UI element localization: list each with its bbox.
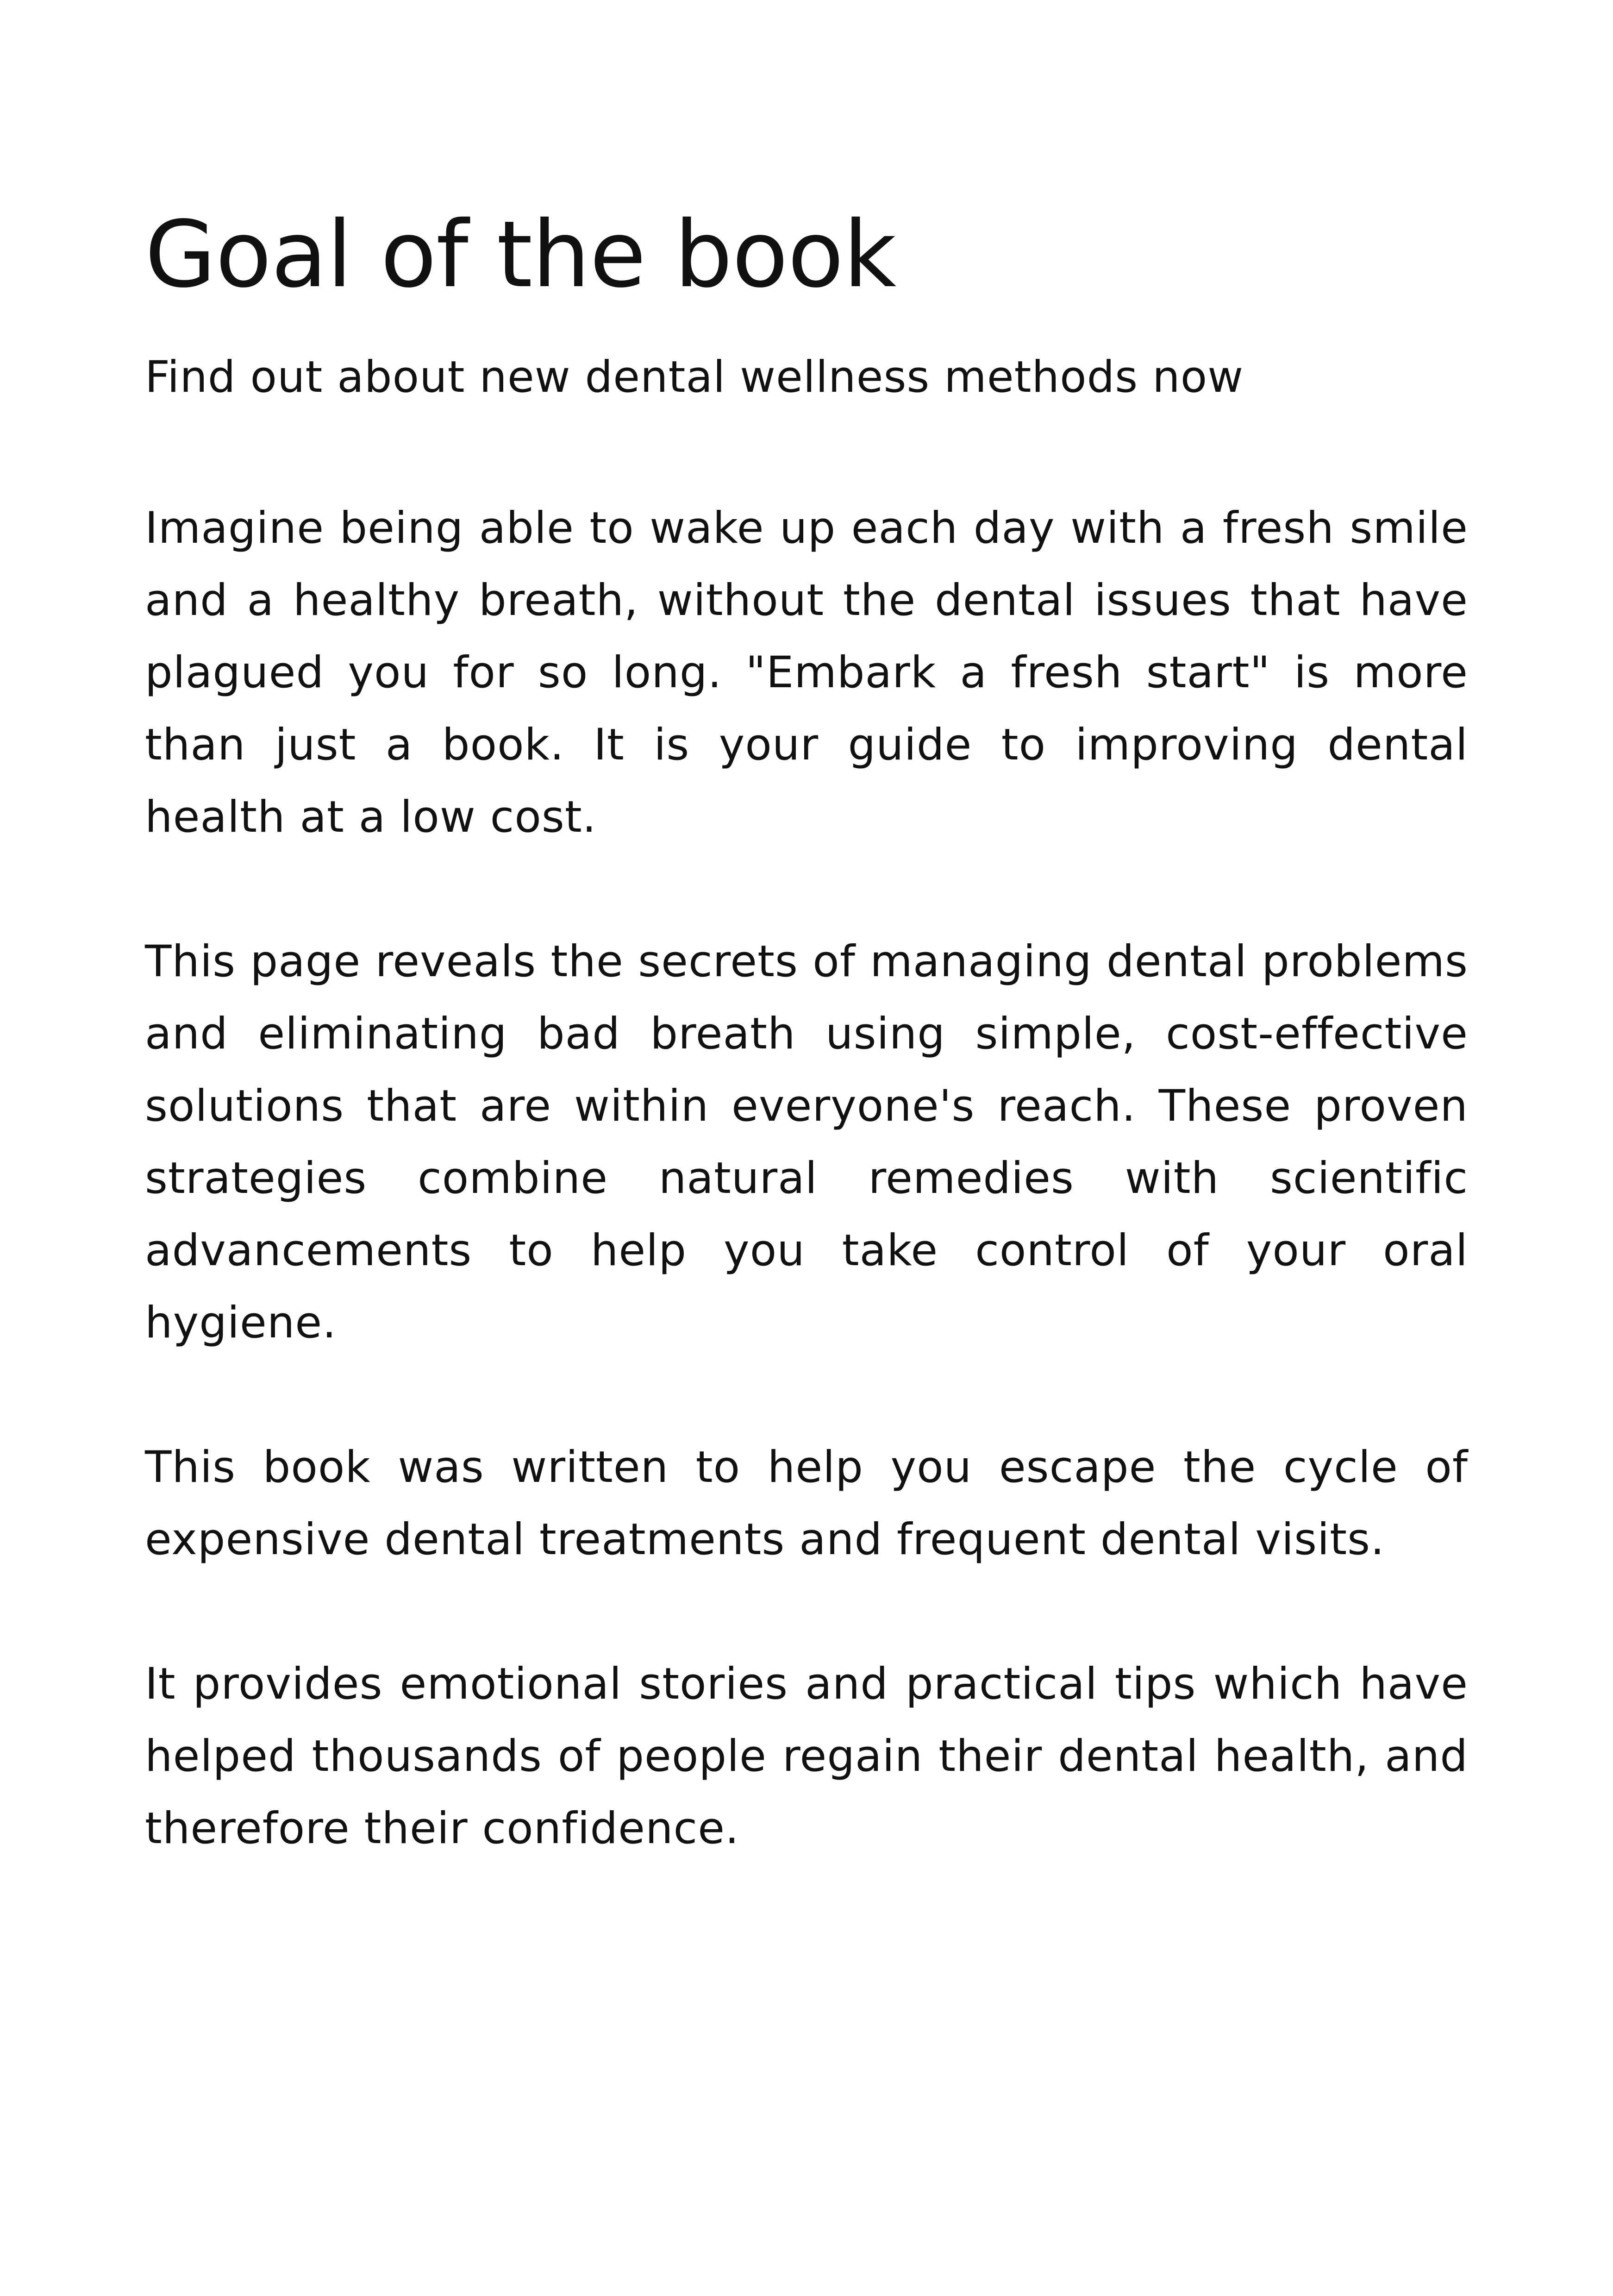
paragraph-purpose: This book was written to help you escape the cycle of expensive dental treatments and frequent dental visits. (145, 1442, 1468, 1565)
paragraph-stories: It provides emotional stories and practical tips which have helped thousands of people regain their dental health, and therefore their confidence. (145, 1659, 1468, 1854)
page-subtitle: Find out about new dental wellness methods now (145, 352, 1244, 402)
page-content (145, 194, 1468, 1865)
page-title: Goal of the book (145, 201, 896, 308)
paragraph-secrets: This page reveals the secrets of managing dental problems and eliminating bad breath using simple, cost-effective solutions that are within everyone's reach. These proven strategies combine natural remedies with scientific advancements to help you take control of your oral hygiene. (145, 936, 1468, 1348)
paragraph-intro: Imagine being able to wake up each day with a fresh smile and a healthy breath, without the dental issues that have plagued you for so long. "Embark a fresh start" is more than just a book. It is your guide to improving dental health at a low cost. (145, 503, 1468, 842)
